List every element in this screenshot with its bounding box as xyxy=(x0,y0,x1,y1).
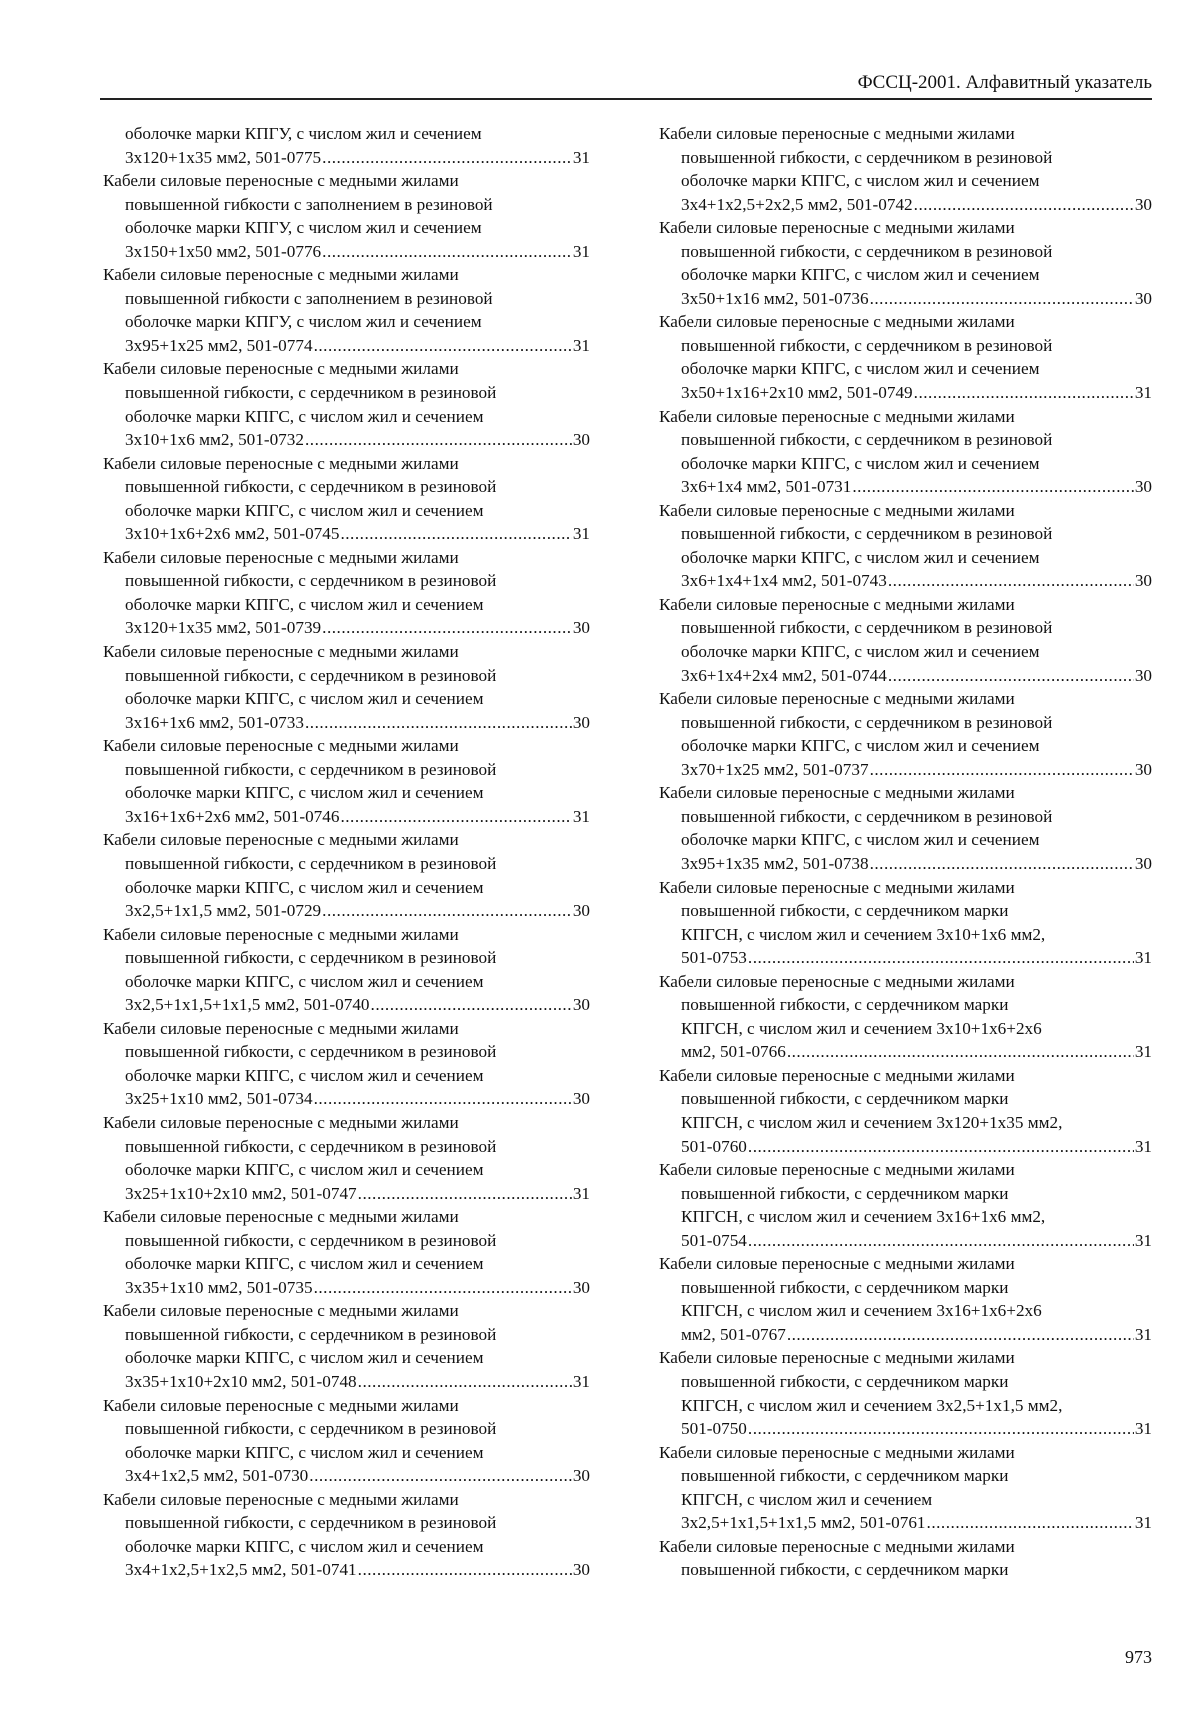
entry-continuation-line: КПГСН, с числом жил и сечением 3x2,5+1x1,5 мм2, xyxy=(681,1395,1063,1415)
entry-heading-line: Кабели силовые переносные с медными жилами xyxy=(103,171,459,191)
dot-leader xyxy=(314,1087,572,1111)
entry-page-number: 30 xyxy=(572,618,590,638)
entry-continuation-line: повышенной гибкости, с сердечником марки xyxy=(681,1089,1009,1109)
entry-heading-line: Кабели силовые переносные с медными жилами xyxy=(103,1112,459,1132)
index-entry xyxy=(103,1205,590,1299)
dot-leader xyxy=(371,993,572,1017)
entry-page-number: 30 xyxy=(572,901,590,921)
entry-text: 3x6+1x4+2x4 мм2, 501-0744 xyxy=(681,665,887,685)
index-entry xyxy=(103,734,590,828)
entry-last-line xyxy=(103,428,590,452)
entry-continuation-line: КПГСН, с числом жил и сечением 3x10+1x6+2x6 xyxy=(681,1018,1042,1038)
entry-text: 3x16+1x6+2x6 мм2, 501-0746 xyxy=(125,806,340,826)
entry-last-line xyxy=(659,1417,1152,1441)
entry-page-number: 30 xyxy=(1134,477,1152,497)
entry-text: 3x4+1x2,5+1x2,5 мм2, 501-0741 xyxy=(125,1560,357,1580)
entry-heading-line: Кабели силовые переносные с медными жилами xyxy=(659,406,1015,426)
entry-text: 3x50+1x16+2x10 мм2, 501-0749 xyxy=(681,383,913,403)
entry-last-line xyxy=(659,381,1152,405)
index-entry xyxy=(103,1394,590,1488)
entry-heading-line: Кабели силовые переносные с медными жилами xyxy=(659,689,1015,709)
entry-page-number: 31 xyxy=(1134,1136,1152,1156)
entry-text: мм2, 501-0767 xyxy=(681,1324,786,1344)
dot-leader xyxy=(358,1182,572,1206)
entry-text: мм2, 501-0766 xyxy=(681,1042,786,1062)
entry-continuation-line: оболочке марки КПГУ, с числом жил и сечением xyxy=(125,312,482,332)
dot-leader xyxy=(309,1464,572,1488)
index-entry xyxy=(103,1488,590,1582)
index-entry xyxy=(659,1252,1152,1346)
entry-last-line xyxy=(103,616,590,640)
dot-leader xyxy=(787,1040,1134,1064)
dot-leader xyxy=(748,1417,1134,1441)
entry-continuation-line: оболочке марки КПГС, с числом жил и сечением xyxy=(125,783,484,803)
entry-last-line xyxy=(659,1323,1152,1347)
entry-last-line xyxy=(659,758,1152,782)
entry-heading-line: Кабели силовые переносные с медными жилами xyxy=(659,1348,1015,1368)
entry-continuation-line: повышенной гибкости, с сердечником в резиновой xyxy=(125,1042,497,1062)
entry-last-line xyxy=(659,664,1152,688)
entry-continuation-line: повышенной гибкости, с сердечником в резиновой xyxy=(125,948,497,968)
index-entry xyxy=(103,1017,590,1111)
entry-heading-line: Кабели силовые переносные с медными жилами xyxy=(103,1489,459,1509)
entry-last-line xyxy=(103,1276,590,1300)
entry-page-number: 31 xyxy=(572,806,590,826)
entry-text: 3x120+1x35 мм2, 501-0775 xyxy=(125,147,322,167)
entry-continuation-line: повышенной гибкости, с сердечником в резиновой xyxy=(681,618,1053,638)
entry-heading-line: Кабели силовые переносные с медными жилами xyxy=(103,736,459,756)
entry-text: 3x10+1x6 мм2, 501-0732 xyxy=(125,430,304,450)
entry-last-line xyxy=(659,1135,1152,1159)
dot-leader xyxy=(358,1370,572,1394)
entry-continuation-line: оболочке марки КПГС, с числом жил и сечением xyxy=(681,547,1040,567)
entry-page-number: 30 xyxy=(572,1560,590,1580)
dot-leader xyxy=(787,1323,1134,1347)
entry-last-line xyxy=(103,1464,590,1488)
index-entry xyxy=(659,405,1152,499)
index-entry xyxy=(659,1441,1152,1535)
entry-text: 3x2,5+1x1,5+1x1,5 мм2, 501-0761 xyxy=(681,1513,926,1533)
entry-last-line xyxy=(103,1182,590,1206)
dot-leader xyxy=(322,616,572,640)
entry-last-line xyxy=(103,899,590,923)
entry-continuation-line: повышенной гибкости, с сердечником марки xyxy=(681,1277,1009,1297)
index-entry xyxy=(659,122,1152,216)
index-entry xyxy=(659,593,1152,687)
entry-heading-line: Кабели силовые переносные с медными жилами xyxy=(659,1442,1015,1462)
dot-leader xyxy=(340,522,571,546)
entry-continuation-line: оболочке марки КПГС, с числом жил и сечением xyxy=(125,594,484,614)
entry-continuation-line: повышенной гибкости, с сердечником в резиновой xyxy=(125,1324,497,1344)
entry-heading-line: Кабели силовые переносные с медными жилами xyxy=(659,312,1015,332)
page-number: 973 xyxy=(1125,1647,1152,1667)
entry-last-line xyxy=(103,993,590,1017)
entry-continuation-line: оболочке марки КПГУ, с числом жил и сечением xyxy=(125,218,482,238)
index-entry xyxy=(103,263,590,357)
dot-leader xyxy=(322,240,572,264)
dot-leader xyxy=(852,475,1133,499)
entry-heading-line: Кабели силовые переносные с медными жилами xyxy=(659,783,1015,803)
entry-continuation-line: повышенной гибкости, с сердечником в резиновой xyxy=(125,665,497,685)
index-entry xyxy=(659,1064,1152,1158)
entry-page-number: 31 xyxy=(1134,1230,1152,1250)
entry-continuation-line: повышенной гибкости, с сердечником в резиновой xyxy=(125,1419,497,1439)
entry-continuation-line: повышенной гибкости, с сердечником в резиновой xyxy=(125,1513,497,1533)
dot-leader xyxy=(748,1135,1134,1159)
index-entry xyxy=(103,640,590,734)
entry-continuation-line: оболочке марки КПГС, с числом жил и сечением xyxy=(125,1254,484,1274)
entry-continuation-line: оболочке марки КПГС, с числом жил и сечением xyxy=(125,1536,484,1556)
entry-continuation-line: оболочке марки КПГС, с числом жил и сечением xyxy=(681,453,1040,473)
index-entry xyxy=(103,122,590,169)
entry-continuation-line: КПГСН, с числом жил и сечением 3x120+1x35 мм2, xyxy=(681,1112,1063,1132)
index-entry xyxy=(659,1535,1152,1582)
entry-text: 3x10+1x6+2x6 мм2, 501-0745 xyxy=(125,524,340,544)
entry-heading-line: Кабели силовые переносные с медными жилами xyxy=(659,1536,1015,1556)
entry-page-number: 31 xyxy=(1134,383,1152,403)
entry-page-number: 30 xyxy=(1134,759,1152,779)
dot-leader xyxy=(870,758,1134,782)
dot-leader xyxy=(748,1229,1134,1253)
index-entry xyxy=(659,1346,1152,1440)
entry-heading-line: Кабели силовые переносные с медными жилами xyxy=(103,1395,459,1415)
entry-continuation-line: повышенной гибкости, с сердечником марки xyxy=(681,995,1009,1015)
entry-continuation-line: оболочке марки КПГС, с числом жил и сечением xyxy=(681,642,1040,662)
entry-continuation-line: оболочке марки КПГУ, с числом жил и сечением xyxy=(125,124,482,143)
entry-last-line xyxy=(103,240,590,264)
entry-heading-line: Кабели силовые переносные с медными жилами xyxy=(103,453,459,473)
dot-leader xyxy=(305,428,572,452)
dot-leader xyxy=(322,146,572,170)
entry-continuation-line: повышенной гибкости, с сердечником в резиновой xyxy=(125,853,497,873)
entry-continuation-line: КПГСН, с числом жил и сечением 3x16+1x6+2x6 xyxy=(681,1301,1042,1321)
entry-continuation-line: повышенной гибкости, с сердечником в резиновой xyxy=(681,241,1053,261)
dot-leader xyxy=(314,334,572,358)
entry-page-number: 30 xyxy=(572,1089,590,1109)
entry-continuation-line: повышенной гибкости, с сердечником в резиновой xyxy=(125,1136,497,1156)
dot-leader xyxy=(914,193,1134,217)
entry-text: 3x16+1x6 мм2, 501-0733 xyxy=(125,712,304,732)
entry-heading-line: Кабели силовые переносные с медными жилами xyxy=(659,1065,1015,1085)
entry-text: 3x50+1x16 мм2, 501-0736 xyxy=(681,288,869,308)
entry-heading-line: Кабели силовые переносные с медными жилами xyxy=(103,359,459,379)
entry-page-number: 31 xyxy=(572,147,590,167)
entry-heading-line: Кабели силовые переносные с медными жилами xyxy=(659,124,1015,143)
entry-last-line xyxy=(659,852,1152,876)
entry-text: 3x35+1x10 мм2, 501-0735 xyxy=(125,1277,313,1297)
page-header xyxy=(100,64,1152,100)
entry-last-line xyxy=(659,475,1152,499)
entry-text: 501-0750 xyxy=(681,1419,747,1439)
entry-heading-line: Кабели силовые переносные с медными жилами xyxy=(103,547,459,567)
index-entry xyxy=(103,1299,590,1393)
dot-leader xyxy=(888,569,1134,593)
index-entry xyxy=(659,216,1152,310)
entry-last-line xyxy=(103,1087,590,1111)
entry-continuation-line: КПГСН, с числом жил и сечением xyxy=(681,1489,933,1509)
entry-heading-line: Кабели силовые переносные с медными жилами xyxy=(659,500,1015,520)
entry-page-number: 31 xyxy=(1134,1324,1152,1344)
dot-leader xyxy=(340,805,571,829)
entry-heading-line: Кабели силовые переносные с медными жилами xyxy=(659,1254,1015,1274)
index-entry xyxy=(659,310,1152,404)
dot-leader xyxy=(914,381,1134,405)
entry-heading-line: Кабели силовые переносные с медными жилами xyxy=(103,830,459,850)
entry-heading-line: Кабели силовые переносные с медными жилами xyxy=(103,1018,459,1038)
entry-page-number: 31 xyxy=(1134,1042,1152,1062)
entry-last-line xyxy=(659,1511,1152,1535)
entry-heading-line: Кабели силовые переносные с медными жилами xyxy=(103,642,459,662)
entry-page-number: 30 xyxy=(572,712,590,732)
entry-continuation-line: повышенной гибкости, с сердечником в резиновой xyxy=(125,1230,497,1250)
index-entry xyxy=(659,1158,1152,1252)
entry-page-number: 31 xyxy=(572,335,590,355)
entry-heading-line: Кабели силовые переносные с медными жилами xyxy=(103,1301,459,1321)
entry-page-number: 30 xyxy=(1134,571,1152,591)
entry-text: 3x6+1x4 мм2, 501-0731 xyxy=(681,477,852,497)
entry-continuation-line: оболочке марки КПГС, с числом жил и сечением xyxy=(125,1160,484,1180)
entry-page-number: 30 xyxy=(1134,853,1152,873)
entry-text: 3x2,5+1x1,5 мм2, 501-0729 xyxy=(125,901,322,921)
entry-text: 3x4+1x2,5 мм2, 501-0730 xyxy=(125,1466,309,1486)
index-entry xyxy=(103,923,590,1017)
entry-last-line xyxy=(103,711,590,735)
entry-continuation-line: повышенной гибкости, с сердечником в резиновой xyxy=(125,477,497,497)
entry-continuation-line: повышенной гибкости, с сердечником марки xyxy=(681,1371,1009,1391)
index-entry xyxy=(659,499,1152,593)
entry-continuation-line: оболочке марки КПГС, с числом жил и сечением xyxy=(681,736,1040,756)
dot-leader xyxy=(314,1276,572,1300)
entry-page-number: 31 xyxy=(1134,1419,1152,1439)
entry-text: 3x6+1x4+1x4 мм2, 501-0743 xyxy=(681,571,887,591)
dot-leader xyxy=(748,946,1134,970)
entry-continuation-line: оболочке марки КПГС, с числом жил и сечением xyxy=(681,171,1040,191)
entry-last-line xyxy=(659,1040,1152,1064)
index-entry xyxy=(659,970,1152,1064)
entry-continuation-line: повышенной гибкости с заполнением в резиновой xyxy=(125,194,493,214)
entry-continuation-line: оболочке марки КПГС, с числом жил и сечением xyxy=(681,265,1040,285)
entry-continuation-line: КПГСН, с числом жил и сечением 3x10+1x6 мм2, xyxy=(681,924,1046,944)
entry-page-number: 31 xyxy=(1134,948,1152,968)
index-entry xyxy=(103,1111,590,1205)
entry-last-line xyxy=(659,946,1152,970)
dot-leader xyxy=(322,899,572,923)
entry-last-line xyxy=(659,193,1152,217)
entry-last-line xyxy=(103,146,590,170)
entry-last-line xyxy=(659,1229,1152,1253)
entry-continuation-line: повышенной гибкости, с сердечником марки xyxy=(681,1560,1009,1580)
entry-text: 3x150+1x50 мм2, 501-0776 xyxy=(125,241,322,261)
entry-text: 3x120+1x35 мм2, 501-0739 xyxy=(125,618,322,638)
entry-continuation-line: повышенной гибкости, с сердечником в резиновой xyxy=(681,524,1053,544)
entry-page-number: 31 xyxy=(572,1371,590,1391)
entry-page-number: 30 xyxy=(572,430,590,450)
entry-heading-line: Кабели силовые переносные с медными жилами xyxy=(659,1160,1015,1180)
entry-page-number: 30 xyxy=(572,995,590,1015)
entry-continuation-line: повышенной гибкости, с сердечником в резиновой xyxy=(125,383,497,403)
dot-leader xyxy=(888,664,1134,688)
entry-continuation-line: КПГСН, с числом жил и сечением 3x16+1x6 мм2, xyxy=(681,1207,1046,1227)
dot-leader xyxy=(305,711,572,735)
entry-heading-line: Кабели силовые переносные с медными жилами xyxy=(659,971,1015,991)
entry-text: 3x70+1x25 мм2, 501-0737 xyxy=(681,759,869,779)
index-entry xyxy=(103,546,590,640)
entry-page-number: 30 xyxy=(1134,194,1152,214)
entry-page-number: 30 xyxy=(572,1277,590,1297)
entry-page-number: 31 xyxy=(1134,1513,1152,1533)
entry-continuation-line: оболочке марки КПГС, с числом жил и сечением xyxy=(125,877,484,897)
entry-last-line xyxy=(103,522,590,546)
entry-heading-line: Кабели силовые переносные с медными жилами xyxy=(659,594,1015,614)
entry-continuation-line: повышенной гибкости, с сердечником в резиновой xyxy=(681,147,1053,167)
entry-continuation-line: повышенной гибкости, с сердечником марки xyxy=(681,1183,1009,1203)
running-title: ФССЦ-2001. Алфавитный указатель xyxy=(857,72,1152,93)
entry-text: 3x95+1x35 мм2, 501-0738 xyxy=(681,853,869,873)
index-entry xyxy=(103,452,590,546)
entry-page-number: 31 xyxy=(572,241,590,261)
entry-heading-line: Кабели силовые переносные с медными жилами xyxy=(103,265,459,285)
entry-continuation-line: повышенной гибкости, с сердечником в резиновой xyxy=(681,712,1053,732)
entry-continuation-line: оболочке марки КПГС, с числом жил и сечением xyxy=(125,1348,484,1368)
dot-leader xyxy=(358,1558,572,1582)
entry-heading-line: Кабели силовые переносные с медными жилами xyxy=(659,218,1015,238)
dot-leader xyxy=(870,287,1134,311)
index-entry xyxy=(659,876,1152,970)
entry-continuation-line: оболочке марки КПГС, с числом жил и сечением xyxy=(125,971,484,991)
entry-continuation-line: повышенной гибкости, с сердечником в резиновой xyxy=(125,571,497,591)
index-entry xyxy=(103,357,590,451)
entry-last-line xyxy=(103,1370,590,1394)
entry-heading-line: Кабели силовые переносные с медными жилами xyxy=(103,1207,459,1227)
entry-page-number: 30 xyxy=(1134,665,1152,685)
index-entry xyxy=(659,781,1152,875)
entry-continuation-line: оболочке марки КПГС, с числом жил и сечением xyxy=(681,359,1040,379)
index-column-left xyxy=(103,122,590,1582)
entry-page-number: 31 xyxy=(572,524,590,544)
entry-last-line xyxy=(103,805,590,829)
entry-text: 501-0753 xyxy=(681,948,747,968)
entry-page-number: 30 xyxy=(572,1466,590,1486)
entry-last-line xyxy=(103,334,590,358)
entry-text: 3x95+1x25 мм2, 501-0774 xyxy=(125,335,313,355)
entry-page-number: 30 xyxy=(1134,288,1152,308)
dot-leader xyxy=(927,1511,1134,1535)
entry-last-line xyxy=(659,569,1152,593)
entry-continuation-line: повышенной гибкости, с сердечником марки xyxy=(681,1466,1009,1486)
entry-continuation-line: повышенной гибкости с заполнением в резиновой xyxy=(125,288,493,308)
entry-text: 3x4+1x2,5+2x2,5 мм2, 501-0742 xyxy=(681,194,913,214)
entry-continuation-line: оболочке марки КПГС, с числом жил и сечением xyxy=(681,830,1040,850)
entry-heading-line: Кабели силовые переносные с медными жилами xyxy=(659,877,1015,897)
index-entry xyxy=(659,687,1152,781)
entry-text: 3x2,5+1x1,5+1x1,5 мм2, 501-0740 xyxy=(125,995,370,1015)
entry-text: 501-0760 xyxy=(681,1136,747,1156)
index-column-right xyxy=(659,122,1152,1582)
entry-continuation-line: оболочке марки КПГС, с числом жил и сечением xyxy=(125,1065,484,1085)
entry-page-number: 31 xyxy=(572,1183,590,1203)
entry-continuation-line: оболочке марки КПГС, с числом жил и сечением xyxy=(125,689,484,709)
entry-last-line xyxy=(103,1558,590,1582)
dot-leader xyxy=(870,852,1134,876)
index-entry xyxy=(103,169,590,263)
entry-continuation-line: повышенной гибкости, с сердечником в резиновой xyxy=(125,759,497,779)
entry-continuation-line: повышенной гибкости, с сердечником в резиновой xyxy=(681,430,1053,450)
entry-heading-line: Кабели силовые переносные с медными жилами xyxy=(103,924,459,944)
entry-text: 3x35+1x10+2x10 мм2, 501-0748 xyxy=(125,1371,357,1391)
entry-continuation-line: оболочке марки КПГС, с числом жил и сечением xyxy=(125,406,484,426)
entry-text: 501-0754 xyxy=(681,1230,747,1250)
entry-text: 3x25+1x10 мм2, 501-0734 xyxy=(125,1089,313,1109)
entry-continuation-line: повышенной гибкости, с сердечником в резиновой xyxy=(681,806,1053,826)
entry-continuation-line: оболочке марки КПГС, с числом жил и сечением xyxy=(125,500,484,520)
entry-last-line xyxy=(659,287,1152,311)
entry-continuation-line: повышенной гибкости, с сердечником в резиновой xyxy=(681,335,1053,355)
entry-text: 3x25+1x10+2x10 мм2, 501-0747 xyxy=(125,1183,357,1203)
index-entry xyxy=(103,828,590,922)
entry-continuation-line: повышенной гибкости, с сердечником марки xyxy=(681,901,1009,921)
entry-continuation-line: оболочке марки КПГС, с числом жил и сечением xyxy=(125,1442,484,1462)
